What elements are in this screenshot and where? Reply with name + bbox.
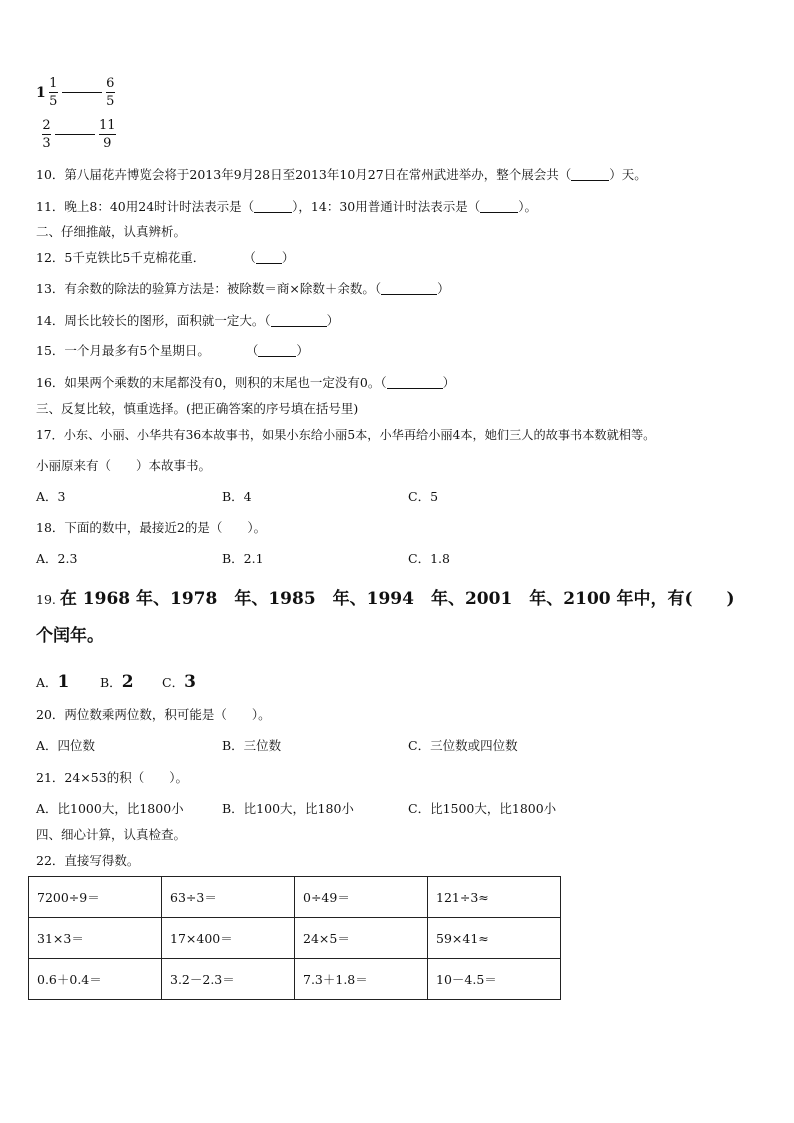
question-text: 12．5千克铁比5千克棉花重． xyxy=(36,250,206,265)
numerator: 2 xyxy=(42,118,51,133)
question-17-line-2: 小丽原来有（ ）本故事书。 xyxy=(36,458,212,473)
question-text: 11．晚上8：40用24时计时法表示是（ xyxy=(36,199,255,214)
question-21: 21．24×53的积（ ）。 xyxy=(36,770,188,785)
denominator: 3 xyxy=(42,136,51,151)
numerator: 6 xyxy=(106,76,115,91)
answer-blank[interactable] xyxy=(387,376,443,389)
option-b[interactable] xyxy=(100,670,134,694)
option-b[interactable]: B．4 xyxy=(222,489,252,504)
fraction-compare-row-1 xyxy=(36,76,117,109)
question-text: 15．一个月最多有5个星期日。 xyxy=(36,343,210,358)
table-row xyxy=(29,918,561,959)
question-text: 13．有余数的除法的验算方法是：被除数＝商×除数＋余数。（ xyxy=(36,281,382,296)
question-15 xyxy=(36,343,309,359)
answer-blank[interactable] xyxy=(381,282,437,295)
question-text: 16．如果两个乘数的末尾都没有0，则积的末尾也一定没有0。（ xyxy=(36,375,387,390)
bracket-close: ） xyxy=(281,250,295,265)
answer-blank[interactable] xyxy=(271,314,327,327)
question-text: 在 1968 年、1978 年、1985 年、1994 年、2001 年、2100 年中，有( ) xyxy=(59,589,735,609)
bracket-close: ） xyxy=(437,281,450,296)
denominator: 5 xyxy=(49,94,58,109)
question-tail: ）天。 xyxy=(609,167,647,182)
table-cell[interactable]: 0.6＋0.4＝ xyxy=(29,959,162,1000)
denominator: 9 xyxy=(103,136,112,151)
option-letter: B． xyxy=(100,675,122,690)
numerator: 1 xyxy=(49,76,58,91)
fraction-compare-row-2 xyxy=(40,118,118,151)
answer-blank[interactable] xyxy=(258,344,296,357)
option-a[interactable]: A．3 xyxy=(36,489,66,504)
question-text: 14．周长比较长的图形，面积就一定大。（ xyxy=(36,313,271,328)
answer-blank[interactable] xyxy=(571,168,609,181)
question-17-line-1: 17．小东、小丽、小华共有36本故事书，如果小东给小丽5本，小华再给小丽4本，她们三人的故事书本数就相等。 xyxy=(36,428,656,442)
option-a[interactable]: A．比1000大，比1800小 xyxy=(36,801,184,816)
answer-blank[interactable] xyxy=(254,200,292,213)
option-c[interactable]: C．1.8 xyxy=(408,551,450,566)
denominator: 5 xyxy=(106,94,115,109)
question-tail: ）。 xyxy=(518,199,537,214)
bracket-close: ） xyxy=(326,313,340,328)
table-cell[interactable]: 24×5＝ xyxy=(295,918,428,959)
option-b[interactable]: B．三位数 xyxy=(222,738,282,753)
bracket-close: ） xyxy=(296,343,309,358)
table-cell[interactable]: 17×400＝ xyxy=(162,918,295,959)
table-cell[interactable]: 3.2－2.3＝ xyxy=(162,959,295,1000)
table-cell[interactable]: 7200÷9＝ xyxy=(29,877,162,918)
fraction-right xyxy=(106,76,115,109)
option-c[interactable]: C．三位数或四位数 xyxy=(408,738,518,753)
table-row xyxy=(29,959,561,1000)
comparison-blank[interactable] xyxy=(62,92,102,93)
answer-blank[interactable] xyxy=(256,251,282,264)
table-cell[interactable]: 31×3＝ xyxy=(29,918,162,959)
table-cell[interactable]: 10－4.5＝ xyxy=(428,959,561,1000)
question-text: ），14：30用普通计时法表示是（ xyxy=(292,199,481,214)
comparison-blank[interactable] xyxy=(55,134,95,135)
option-value: 3 xyxy=(184,672,196,692)
option-a[interactable]: A．四位数 xyxy=(36,738,96,753)
table-cell[interactable]: 63÷3＝ xyxy=(162,877,295,918)
option-c[interactable]: C．比1500大，比1800小 xyxy=(408,801,557,816)
section-heading: 三、反复比较，慎重选择。(把正确答案的序号填在括号里) xyxy=(36,401,359,416)
fraction-left xyxy=(42,118,51,151)
option-letter: A． xyxy=(36,675,58,690)
bracket-open: （ xyxy=(245,343,259,358)
question-14 xyxy=(36,313,339,329)
table-row xyxy=(29,877,561,918)
calculation-table xyxy=(28,876,561,1000)
question-19-line-1 xyxy=(36,587,735,611)
question-22: 22．直接写得数。 xyxy=(36,853,140,868)
fraction-left xyxy=(49,76,58,109)
question-18: 18．下面的数中，最接近2的是（ ）。 xyxy=(36,520,267,535)
numerator: 11 xyxy=(99,118,116,133)
fraction-right xyxy=(99,118,116,151)
bracket-open: （ xyxy=(243,250,256,265)
question-13 xyxy=(36,281,450,297)
option-a[interactable]: A．2.3 xyxy=(36,551,78,566)
option-a[interactable] xyxy=(36,670,69,694)
table-cell[interactable]: 7.3＋1.8＝ xyxy=(295,959,428,1000)
option-b[interactable]: B．比100大，比180小 xyxy=(222,801,354,816)
question-12 xyxy=(36,250,294,266)
table-cell[interactable]: 121÷3≈ xyxy=(428,877,561,918)
option-c[interactable] xyxy=(162,670,196,694)
option-letter: C． xyxy=(162,675,185,690)
question-number: 19. xyxy=(36,592,56,607)
table-cell[interactable]: 0÷49＝ xyxy=(295,877,428,918)
section-heading: 二、仔细推敲，认真辨析。 xyxy=(36,224,187,239)
bracket-close: ） xyxy=(442,375,456,390)
question-20: 20．两位数乘两位数，积可能是（ ）。 xyxy=(36,707,271,722)
option-value: 2 xyxy=(121,672,134,692)
answer-blank[interactable] xyxy=(480,200,518,213)
section-heading: 四、细心计算，认真检查。 xyxy=(36,827,187,842)
question-19-line-2: 个闰年。 xyxy=(36,626,104,646)
mixed-whole: 1 xyxy=(36,84,46,101)
question-11 xyxy=(36,199,537,215)
question-text: 10．第八届花卉博览会将于2013年9月28日至2013年10月27日在常州武进举办，整个展会共（ xyxy=(36,167,572,182)
option-b[interactable]: B．2.1 xyxy=(222,551,264,566)
table-cell[interactable]: 59×41≈ xyxy=(428,918,561,959)
question-10 xyxy=(36,167,647,183)
option-c[interactable]: C．5 xyxy=(408,489,439,504)
option-value: 1 xyxy=(57,672,70,692)
question-16 xyxy=(36,375,455,391)
